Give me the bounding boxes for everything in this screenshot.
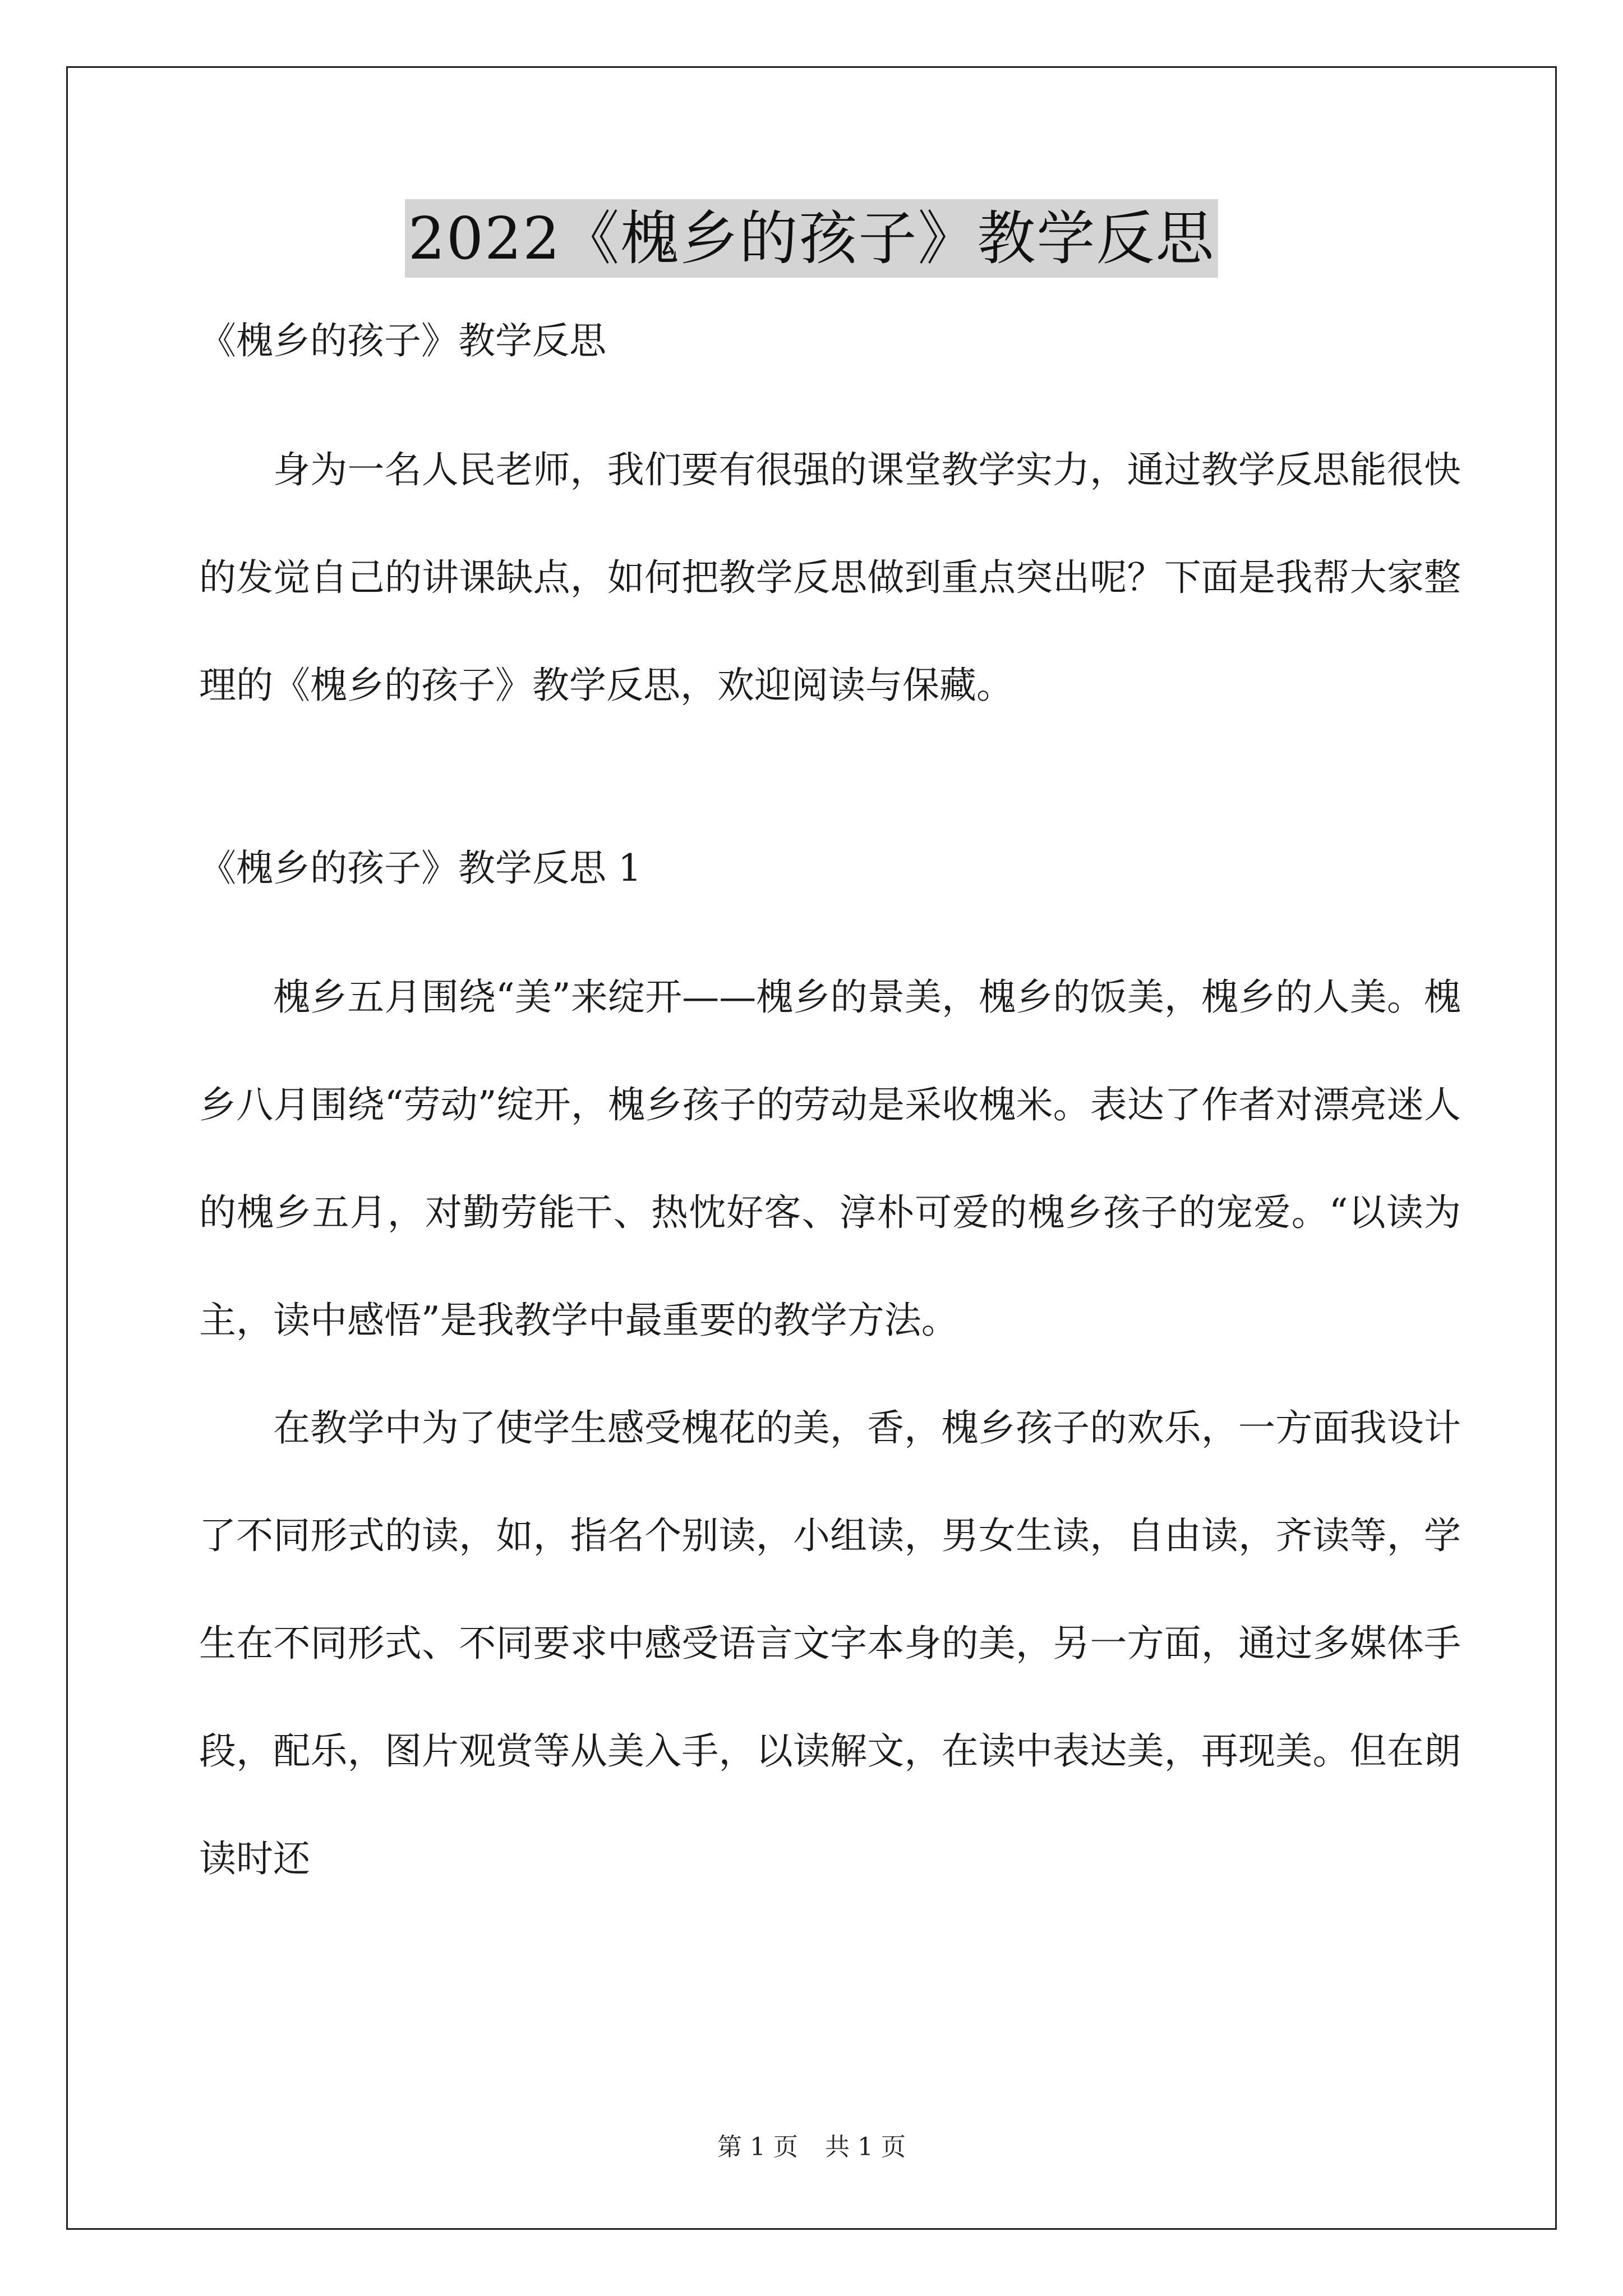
page-number-current: 第 1 页 <box>717 2133 798 2161</box>
section-paragraph: 在教学中为了使学生感受槐花的美，香，槐乡孩子的欢乐，一方面我设计了不同形式的读，如，指名个别读，小组读，男女生读，自由读，齐读等，学生在不同形式、不同要求中感受语言文字本身的美，另一方面，通过多媒体手段，配乐，图片观赏等从美入手，以读解文，在读中表达美，再现美。但在朗读时还 <box>199 1406 1461 1880</box>
page-footer <box>0 2131 1623 2164</box>
section-heading: 《槐乡的孩子》教学反思 1 <box>199 846 642 890</box>
document-title: 2022《槐乡的孩子》教学反思 <box>405 199 1219 278</box>
intro-paragraph: 身为一名人民老师，我们要有很强的课堂教学实力，通过教学反思能很快的发觉自己的讲课缺点，如何把教学反思做到重点突出呢？下面是我帮大家整理的《槐乡的孩子》教学反思，欢迎阅读与保藏。 <box>199 448 1461 707</box>
document-body <box>199 314 1461 1913</box>
intro-heading: 《槐乡的孩子》教学反思 <box>199 319 606 362</box>
section-paragraph: 槐乡五月围绕“美”来绽开——槐乡的景美，槐乡的饭美，槐乡的人美。槐乡八月围绕“劳动”绽开，槐乡孩子的劳动是采收槐米。表达了作者对漂亮迷人的槐乡五月，对勤劳能干、热忱好客、淳朴可爱的槐乡孩子的宠爱。“以读为主，读中感悟”是我教学中最重要的教学方法。 <box>199 976 1461 1342</box>
title-container <box>0 199 1623 278</box>
page-number-total: 共 1 页 <box>825 2133 906 2161</box>
